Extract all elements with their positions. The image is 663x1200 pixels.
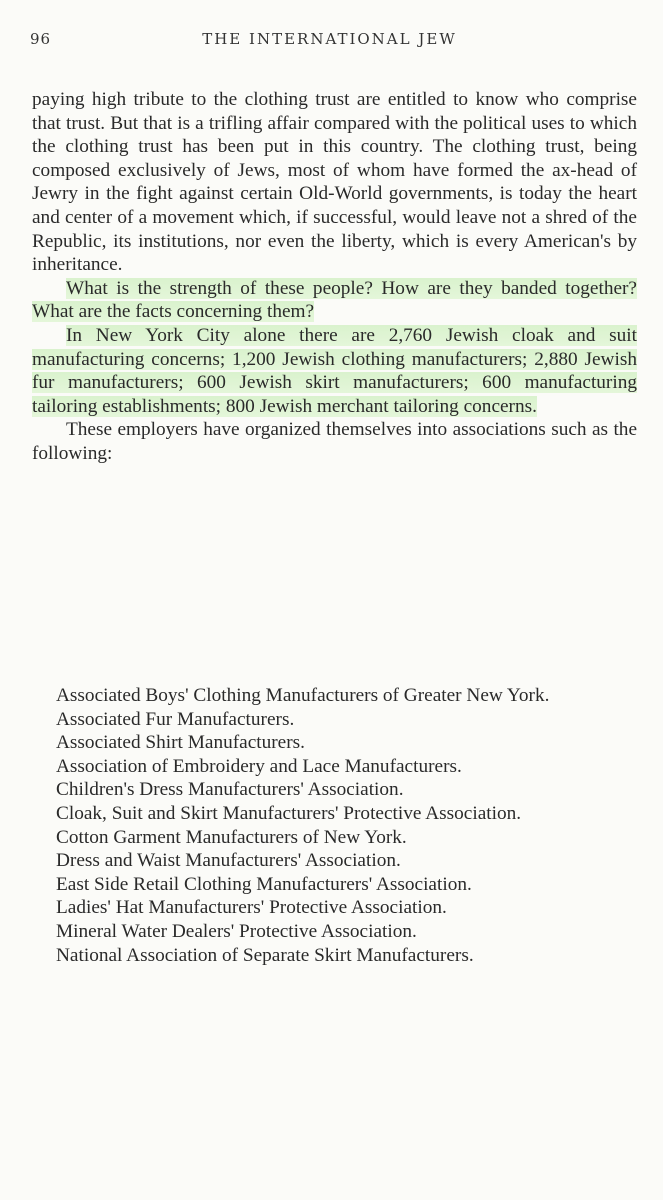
list-item: National Association of Separate Skirt Manufacturers. [56, 944, 474, 966]
paragraph-intro-list: These employers have organized themselves into associations such as the following: [32, 419, 637, 464]
association-list [56, 684, 619, 967]
list-item: Cotton Garment Manufacturers of New York. [56, 826, 407, 848]
running-header [30, 30, 629, 54]
running-title: THE INTERNATIONAL JEW [202, 30, 457, 48]
paragraph-continued: paying high tribute to the clothing trust are entitled to know who comprise that trust. But that is a trifling affair compared with the political uses to which the clothing trust has been put in this country. The clothing trust, being composed exclusively of Jews, most of whom have formed the ax-head of Jewry in the fight against certain Old-World governments, is today the heart and center of a movement which, if successful, would leave not a shred of the Republic, its institutions, nor even the liberty, which is every American's by inheritance. [32, 89, 637, 276]
list-item: Associated Boys' Clothing Manufacturers of Greater New York. [56, 685, 550, 706]
list-item: Children's Dress Manufacturers' Association. [56, 779, 404, 801]
main-text [32, 88, 637, 466]
highlight: What is the strength of these people? How are they banded together? What are the facts concerning them? [32, 277, 637, 323]
page-number: 96 [30, 30, 52, 48]
list-item: Dress and Waist Manufacturers' Association. [56, 850, 401, 872]
list-item: East Side Retail Clothing Manufacturers' Association. [56, 873, 472, 895]
paragraph-highlighted-question [32, 277, 637, 324]
paragraph-highlighted-statistics [32, 324, 637, 418]
list-item: Associated Fur Manufacturers. [56, 708, 295, 730]
list-item: Associated Shirt Manufacturers. [56, 732, 305, 754]
list-item: Ladies' Hat Manufacturers' Protective Association. [56, 897, 447, 919]
list-item: Association of Embroidery and Lace Manufacturers. [56, 755, 462, 777]
highlight: In New York City alone there are 2,760 Jewish cloak and suit manufacturing concerns; 1,200 Jewish clothing manufacturers; 2,880 Jewish fur manufacturers; 600 Jewish skirt manufacturers; 600 manufacturing tailoring establishments; 800 Jewish merchant tailoring concerns. [32, 324, 637, 417]
list-item: Mineral Water Dealers' Protective Association. [56, 920, 417, 942]
list-item: Cloak, Suit and Skirt Manufacturers' Protective Association. [56, 802, 522, 824]
